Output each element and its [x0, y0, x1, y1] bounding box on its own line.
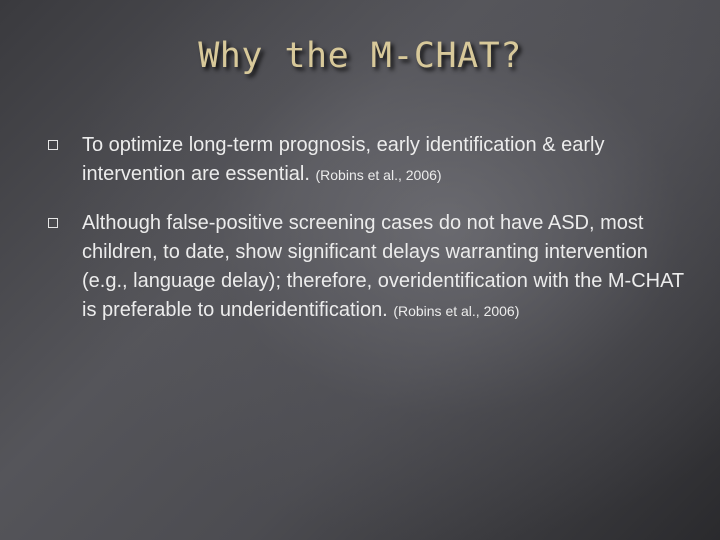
slide-title: Why the M-CHAT? [198, 36, 522, 76]
bullet-text: Although false-positive screening cases do not have ASD, most children, to date, show significant delays warranting intervention (e.g., language delay); therefore, overidentification with the M-CHAT is preferable to underidentification. [82, 212, 684, 321]
hollow-square-icon [48, 140, 58, 150]
bullet-text: To optimize long-term prognosis, early identification & early intervention are essential. [82, 134, 605, 185]
bullet-item [48, 131, 688, 190]
bullet-list [48, 131, 688, 345]
bullet-citation: (Robins et al., 2006) [393, 303, 520, 319]
bullet-citation: (Robins et al., 2006) [315, 167, 442, 183]
hollow-square-icon [48, 218, 58, 228]
bullet-item [48, 209, 688, 326]
